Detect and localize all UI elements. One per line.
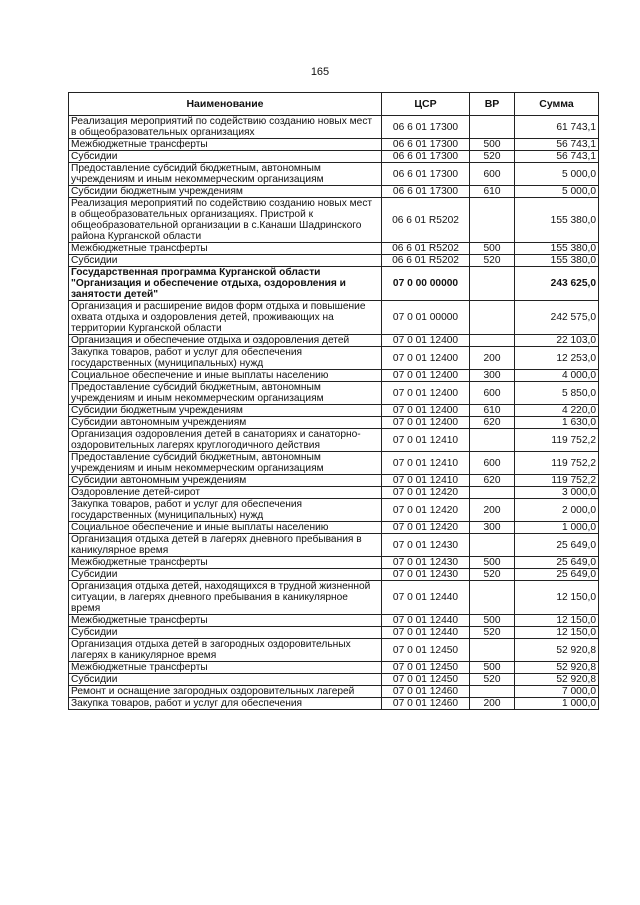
cell-vr <box>470 429 515 452</box>
cell-vr <box>470 198 515 243</box>
cell-csr: 06 6 01 R5202 <box>382 198 470 243</box>
cell-csr: 07 0 01 12410 <box>382 429 470 452</box>
cell-name: Предоставление субсидий бюджетным, автономным учреждениям и иным некоммерческим организациям <box>69 452 382 475</box>
cell-vr <box>470 686 515 698</box>
table-row <box>69 475 599 487</box>
table-row <box>69 417 599 429</box>
cell-sum: 119 752,2 <box>515 475 599 487</box>
cell-csr: 06 6 01 R5202 <box>382 243 470 255</box>
cell-sum: 5 850,0 <box>515 382 599 405</box>
cell-csr: 07 0 00 00000 <box>382 267 470 301</box>
table-row <box>69 243 599 255</box>
cell-sum: 12 150,0 <box>515 581 599 615</box>
table-row <box>69 198 599 243</box>
cell-sum: 52 920,8 <box>515 639 599 662</box>
cell-name: Ремонт и оснащение загородных оздоровительных лагерей <box>69 686 382 698</box>
cell-sum: 52 920,8 <box>515 674 599 686</box>
cell-vr: 300 <box>470 522 515 534</box>
cell-vr: 520 <box>470 255 515 267</box>
cell-vr: 500 <box>470 615 515 627</box>
table-row <box>69 116 599 139</box>
cell-name: Организация отдыха детей в загородных оздоровительных лагерях в каникулярное время <box>69 639 382 662</box>
table-row <box>69 429 599 452</box>
cell-name: Субсидии <box>69 569 382 581</box>
table-row <box>69 301 599 335</box>
cell-csr: 06 6 01 17300 <box>382 163 470 186</box>
page-number: 165 <box>310 66 330 78</box>
cell-name: Субсидии бюджетным учреждениям <box>69 186 382 198</box>
table-row <box>69 639 599 662</box>
cell-vr: 200 <box>470 499 515 522</box>
cell-csr: 07 0 01 12440 <box>382 615 470 627</box>
cell-sum: 52 920,8 <box>515 662 599 674</box>
cell-sum: 12 253,0 <box>515 347 599 370</box>
cell-vr <box>470 301 515 335</box>
cell-csr: 07 0 01 12450 <box>382 662 470 674</box>
cell-sum: 155 380,0 <box>515 243 599 255</box>
cell-csr: 07 0 01 12460 <box>382 698 470 710</box>
cell-name: Субсидии <box>69 674 382 686</box>
cell-vr: 620 <box>470 417 515 429</box>
cell-csr: 06 6 01 17300 <box>382 151 470 163</box>
cell-csr: 07 0 01 12420 <box>382 522 470 534</box>
cell-name: Организация оздоровления детей в санаториях и санаторно-оздоровительных лагерях круглогодичного действия <box>69 429 382 452</box>
table-row <box>69 522 599 534</box>
cell-vr <box>470 116 515 139</box>
cell-csr: 07 0 01 12440 <box>382 627 470 639</box>
cell-vr: 610 <box>470 405 515 417</box>
cell-csr: 07 0 01 12410 <box>382 475 470 487</box>
table-row <box>69 662 599 674</box>
cell-csr: 07 0 01 12420 <box>382 499 470 522</box>
table-header-row <box>69 93 599 116</box>
cell-csr: 07 0 01 12430 <box>382 569 470 581</box>
cell-sum: 12 150,0 <box>515 615 599 627</box>
table-row <box>69 370 599 382</box>
cell-vr: 600 <box>470 382 515 405</box>
table-row <box>69 335 599 347</box>
cell-vr <box>470 267 515 301</box>
cell-csr: 07 0 01 12400 <box>382 405 470 417</box>
cell-name: Закупка товаров, работ и услуг для обеспечения <box>69 698 382 710</box>
cell-name: Межбюджетные трансферты <box>69 557 382 569</box>
table-body <box>69 116 599 710</box>
table-row <box>69 163 599 186</box>
cell-csr: 06 6 01 17300 <box>382 186 470 198</box>
cell-vr <box>470 581 515 615</box>
cell-sum: 1 630,0 <box>515 417 599 429</box>
cell-csr: 07 0 01 12460 <box>382 686 470 698</box>
cell-name: Межбюджетные трансферты <box>69 243 382 255</box>
cell-name: Предоставление субсидий бюджетным, автономным учреждениям и иным некоммерческим организациям <box>69 382 382 405</box>
table-row <box>69 698 599 710</box>
cell-vr: 500 <box>470 243 515 255</box>
cell-vr <box>470 639 515 662</box>
cell-sum: 243 625,0 <box>515 267 599 301</box>
cell-name: Межбюджетные трансферты <box>69 662 382 674</box>
cell-csr: 06 6 01 R5202 <box>382 255 470 267</box>
cell-vr <box>470 487 515 499</box>
cell-sum: 3 000,0 <box>515 487 599 499</box>
cell-vr: 520 <box>470 627 515 639</box>
cell-csr: 07 0 01 12400 <box>382 417 470 429</box>
cell-csr: 07 0 01 00000 <box>382 301 470 335</box>
cell-sum: 22 103,0 <box>515 335 599 347</box>
cell-csr: 07 0 01 12450 <box>382 639 470 662</box>
table-row <box>69 557 599 569</box>
table-row <box>69 405 599 417</box>
cell-csr: 07 0 01 12400 <box>382 382 470 405</box>
column-header-name: Наименование <box>69 93 382 116</box>
table-row <box>69 499 599 522</box>
cell-name: Субсидии <box>69 151 382 163</box>
table-row <box>69 186 599 198</box>
table-row <box>69 627 599 639</box>
cell-vr: 300 <box>470 370 515 382</box>
table-row <box>69 139 599 151</box>
cell-vr: 520 <box>470 674 515 686</box>
cell-csr: 06 6 01 17300 <box>382 139 470 151</box>
table-row <box>69 255 599 267</box>
cell-name: Организация отдыха детей, находящихся в трудной жизненной ситуации, в лагерях дневного пребывания в каникулярное время <box>69 581 382 615</box>
cell-name: Предоставление субсидий бюджетным, автономным учреждениям и иным некоммерческим организациям <box>69 163 382 186</box>
cell-sum: 61 743,1 <box>515 116 599 139</box>
cell-sum: 12 150,0 <box>515 627 599 639</box>
cell-sum: 25 649,0 <box>515 557 599 569</box>
cell-name: Организация отдыха детей в лагерях дневного пребывания в каникулярное время <box>69 534 382 557</box>
budget-table <box>68 92 599 710</box>
table-row <box>69 267 599 301</box>
cell-vr <box>470 335 515 347</box>
cell-name: Государственная программа Курганской области "Организация и обеспечение отдыха, оздоровления и занятости детей" <box>69 267 382 301</box>
cell-name: Субсидии бюджетным учреждениям <box>69 405 382 417</box>
cell-csr: 07 0 01 12400 <box>382 335 470 347</box>
table-row <box>69 615 599 627</box>
cell-vr: 600 <box>470 163 515 186</box>
cell-name: Субсидии автономным учреждениям <box>69 475 382 487</box>
cell-sum: 25 649,0 <box>515 569 599 581</box>
table-row <box>69 534 599 557</box>
cell-sum: 56 743,1 <box>515 151 599 163</box>
cell-name: Оздоровление детей-сирот <box>69 487 382 499</box>
cell-sum: 4 220,0 <box>515 405 599 417</box>
cell-sum: 2 000,0 <box>515 499 599 522</box>
column-header-sum: Сумма <box>515 93 599 116</box>
cell-name: Закупка товаров, работ и услуг для обеспечения государственных (муниципальных) нужд <box>69 347 382 370</box>
cell-sum: 155 380,0 <box>515 198 599 243</box>
cell-name: Закупка товаров, работ и услуг для обеспечения государственных (муниципальных) нужд <box>69 499 382 522</box>
cell-csr: 07 0 01 12420 <box>382 487 470 499</box>
cell-sum: 242 575,0 <box>515 301 599 335</box>
cell-name: Субсидии <box>69 627 382 639</box>
cell-name: Социальное обеспечение и иные выплаты населению <box>69 522 382 534</box>
cell-csr: 07 0 01 12400 <box>382 347 470 370</box>
table-row <box>69 347 599 370</box>
table-row <box>69 686 599 698</box>
cell-vr: 520 <box>470 151 515 163</box>
table-row <box>69 452 599 475</box>
table-row <box>69 581 599 615</box>
cell-sum: 5 000,0 <box>515 163 599 186</box>
cell-name: Субсидии <box>69 255 382 267</box>
cell-sum: 4 000,0 <box>515 370 599 382</box>
cell-sum: 7 000,0 <box>515 686 599 698</box>
cell-name: Реализация мероприятий по содействию созданию новых мест в общеобразовательных организациях <box>69 116 382 139</box>
cell-vr: 500 <box>470 662 515 674</box>
cell-vr: 200 <box>470 698 515 710</box>
cell-vr: 500 <box>470 139 515 151</box>
cell-vr <box>470 534 515 557</box>
cell-sum: 155 380,0 <box>515 255 599 267</box>
cell-name: Субсидии автономным учреждениям <box>69 417 382 429</box>
column-header-csr: ЦСР <box>382 93 470 116</box>
cell-sum: 1 000,0 <box>515 522 599 534</box>
table-row <box>69 382 599 405</box>
cell-name: Организация и обеспечение отдыха и оздоровления детей <box>69 335 382 347</box>
cell-vr: 600 <box>470 452 515 475</box>
cell-name: Межбюджетные трансферты <box>69 139 382 151</box>
cell-vr: 620 <box>470 475 515 487</box>
cell-csr: 06 6 01 17300 <box>382 116 470 139</box>
cell-sum: 1 000,0 <box>515 698 599 710</box>
cell-name: Межбюджетные трансферты <box>69 615 382 627</box>
cell-csr: 07 0 01 12450 <box>382 674 470 686</box>
cell-csr: 07 0 01 12430 <box>382 534 470 557</box>
cell-sum: 5 000,0 <box>515 186 599 198</box>
cell-name: Реализация мероприятий по содействию созданию новых мест в общеобразовательных организациях. Пристрой к общеобразовательной организации в с.Канаши Шадринского района Курганской области <box>69 198 382 243</box>
table-row <box>69 487 599 499</box>
cell-csr: 07 0 01 12410 <box>382 452 470 475</box>
cell-vr: 520 <box>470 569 515 581</box>
column-header-vr: ВР <box>470 93 515 116</box>
table-row <box>69 151 599 163</box>
cell-sum: 25 649,0 <box>515 534 599 557</box>
cell-csr: 07 0 01 12440 <box>382 581 470 615</box>
cell-csr: 07 0 01 12430 <box>382 557 470 569</box>
cell-vr: 200 <box>470 347 515 370</box>
cell-name: Организация и расширение видов форм отдыха и повышение охвата отдыха и оздоровления детей, проживающих на территории Курганской области <box>69 301 382 335</box>
cell-csr: 07 0 01 12400 <box>382 370 470 382</box>
cell-name: Социальное обеспечение и иные выплаты населению <box>69 370 382 382</box>
table-row <box>69 674 599 686</box>
cell-sum: 119 752,2 <box>515 452 599 475</box>
cell-vr: 500 <box>470 557 515 569</box>
cell-sum: 56 743,1 <box>515 139 599 151</box>
cell-sum: 119 752,2 <box>515 429 599 452</box>
table-row <box>69 569 599 581</box>
cell-vr: 610 <box>470 186 515 198</box>
